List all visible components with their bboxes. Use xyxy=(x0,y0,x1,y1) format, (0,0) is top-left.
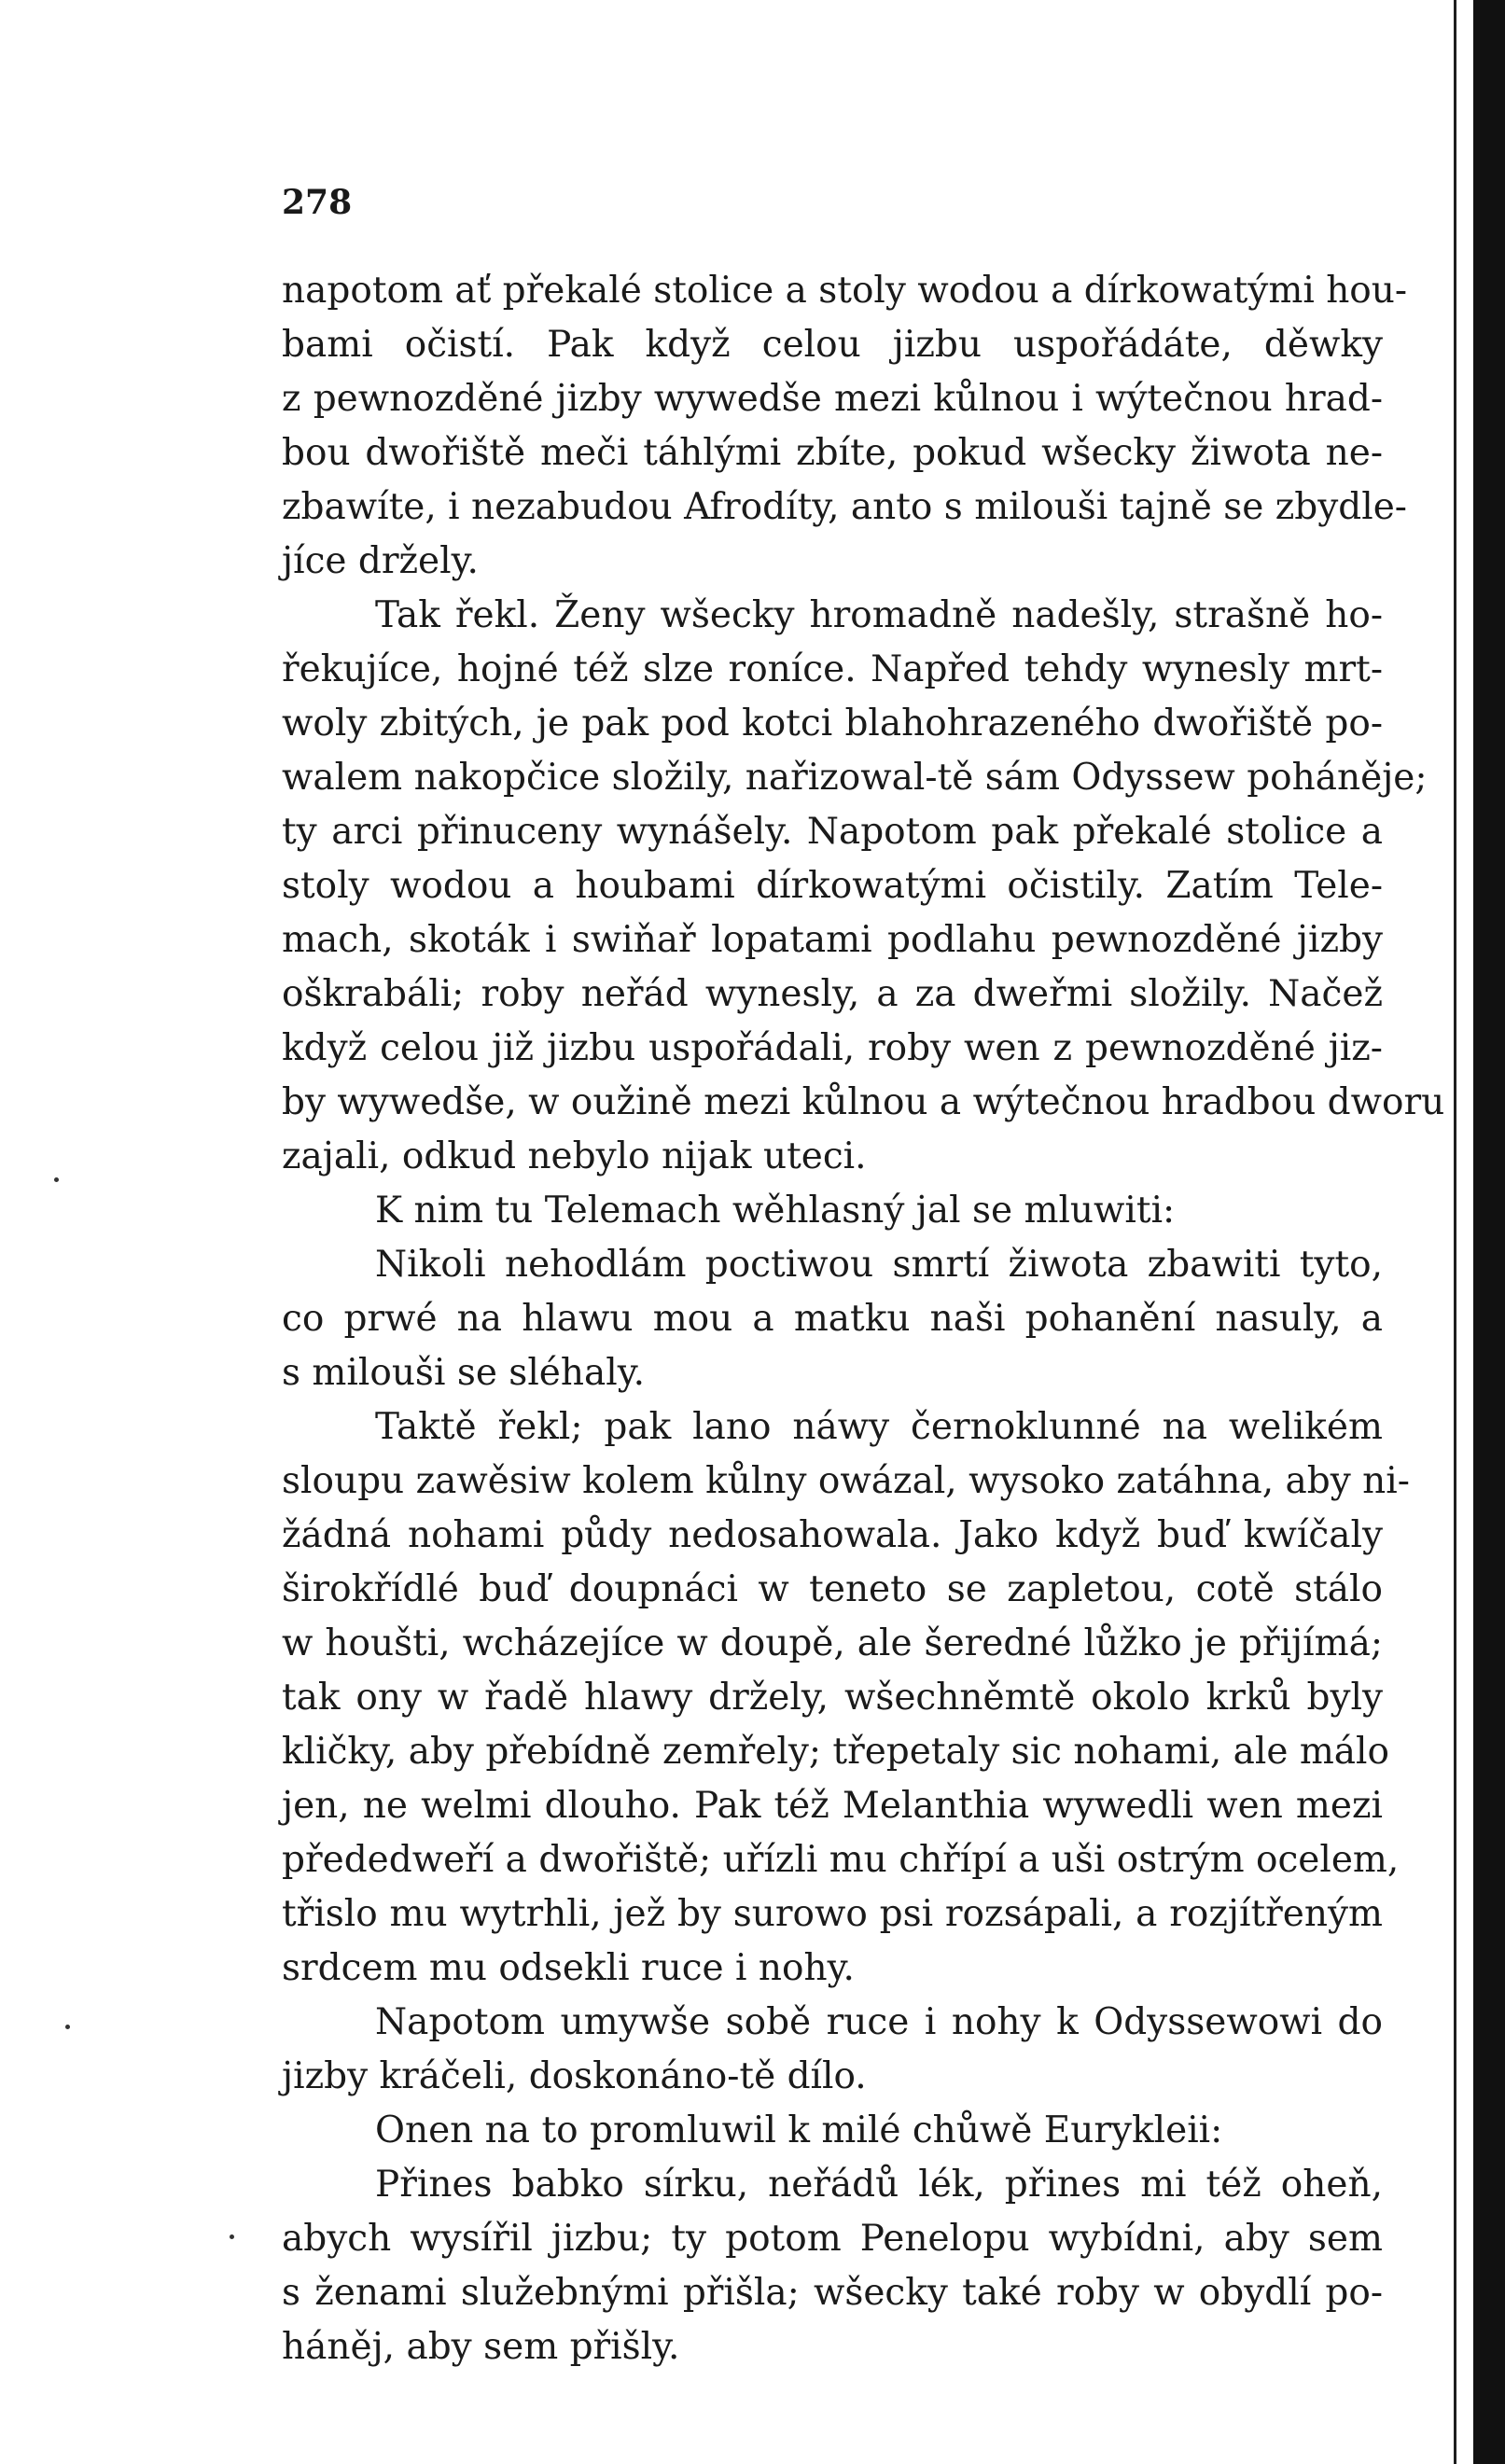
text-line: Taktě řekl; pak lano náwy černoklunné na welikém xyxy=(375,1406,1383,1448)
text-line: zajali, odkud nebylo nijak uteci. xyxy=(282,1135,867,1177)
text-line: Nikoli nehodlám poctiwou smrtí žiwota zbawiti tyto, xyxy=(375,1244,1383,1286)
text-line: širokřídlé buď doupnáci w teneto se zapletou, cotě stálo xyxy=(282,1568,1383,1610)
scan-edge-bar xyxy=(1473,0,1505,2464)
text-line: ty arci přinuceny wynášely. Napotom pak překalé stolice a xyxy=(282,811,1383,853)
page-edge-line xyxy=(1454,0,1456,2464)
text-line: bami očistí. Pak když celou jizbu uspořádáte, děwky xyxy=(282,324,1383,366)
text-line: by wywedše, w oužině mezi kůlnou a wýtečnou hradbou dworu xyxy=(282,1081,1445,1123)
text-line: Napotom umywše sobě ruce i nohy k Odyssewowi do xyxy=(375,2001,1383,2043)
text-line: woly zbitých, je pak pod kotci blahohrazeného dwořiště po- xyxy=(282,703,1383,745)
text-line: když celou již jizbu uspořádali, roby wen z pewnozděné jiz- xyxy=(282,1027,1383,1069)
text-line: mach, skoták i swiňař lopatami podlahu pewnozděné jizby xyxy=(282,919,1383,961)
scan-speck xyxy=(65,2025,70,2029)
text-line: zbawíte, i nezabudou Afrodíty, anto s milouši tajně se zbydle- xyxy=(282,486,1407,528)
text-line: oškrabáli; roby neřád wynesly, a za dweřmi složily. Načež xyxy=(282,973,1383,1015)
text-line: s milouši se sléhaly. xyxy=(282,1352,645,1394)
text-line: řekujíce, hojné též slze roníce. Napřed tehdy wynesly mrt- xyxy=(282,648,1383,690)
text-line: třislo mu wytrhli, jež by surowo psi rozsápali, a rozjítřeným xyxy=(282,1893,1383,1935)
text-line: srdcem mu odsekli ruce i nohy. xyxy=(282,1947,855,1989)
text-line: K nim tu Telemach wěhlasný jal se mluwiti: xyxy=(375,1190,1176,1232)
text-line: stoly wodou a houbami dírkowatými očistily. Zatím Tele- xyxy=(282,865,1383,907)
scan-speck xyxy=(54,1177,59,1182)
text-line: s ženami služebnými přišla; wšecky také roby w obydlí po- xyxy=(282,2272,1383,2314)
page-number: 278 xyxy=(282,183,353,222)
text-line: z pewnozděné jizby wywedše mezi kůlnou i wýtečnou hrad- xyxy=(282,378,1383,420)
text-line: bou dwořiště meči táhlými zbíte, pokud wšecky žiwota ne- xyxy=(282,432,1383,474)
text-line: jizby kráčeli, doskonáno-tě dílo. xyxy=(282,2055,867,2097)
text-line: napotom ať překalé stolice a stoly wodou a dírkowatými hou- xyxy=(282,270,1408,312)
body-text xyxy=(282,264,1445,2374)
text-line: háněj, aby sem přišly. xyxy=(282,2326,680,2368)
text-line: Přines babko sírku, neřádů lék, přines mi též oheň, xyxy=(375,2164,1383,2206)
text-line: jen, ne welmi dlouho. Pak též Melanthia wywedli wen mezi xyxy=(282,1785,1383,1827)
text-line: Onen na to promluwil k milé chůwě Eurykleii: xyxy=(375,2109,1223,2151)
text-line: kličky, aby přebídně zemřely; třepetaly sic nohami, ale málo xyxy=(282,1731,1390,1773)
text-line: přededweří a dwořiště; uřízli mu chřípí a uši ostrým ocelem, xyxy=(282,1839,1400,1881)
text-line: tak ony w řadě hlawy držely, wšechněmtě okolo krků byly xyxy=(282,1677,1383,1719)
text-line: Tak řekl. Ženy wšecky hromadně nadešly, strašně ho- xyxy=(375,594,1383,636)
text-line: sloupu zawěsiw kolem kůlny owázal, wysoko zatáhna, aby ni- xyxy=(282,1460,1410,1502)
text-line: jíce držely. xyxy=(282,540,479,582)
text-line: w houšti, wcházejíce w doupě, ale šeredné lůžko je přijímá; xyxy=(282,1622,1383,1664)
scan-speck xyxy=(230,2234,234,2239)
text-line: walem nakopčice složily, nařizowal-tě sám Odyssew poháněje; xyxy=(282,757,1428,799)
text-line: co prwé na hlawu mou a matku naši pohanění nasuly, a xyxy=(282,1298,1383,1340)
text-line: abych wysířil jizbu; ty potom Penelopu wybídni, aby sem xyxy=(282,2218,1383,2260)
text-line: žádná nohami půdy nedosahowala. Jako když buď kwíčaly xyxy=(282,1514,1383,1556)
